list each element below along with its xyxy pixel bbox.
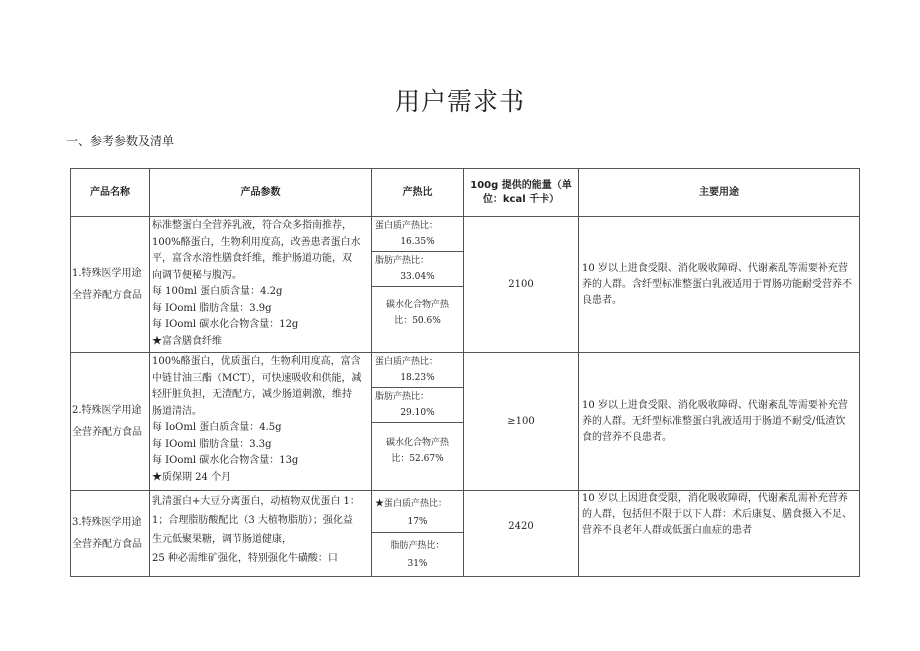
section-heading: 一、参考参数及清单	[66, 134, 175, 148]
product-params-cell	[150, 491, 372, 577]
product-name-line: 全营养配方食品	[72, 426, 142, 438]
product-params-cell	[150, 353, 372, 491]
product-name-line: 3.特殊医学用途	[72, 516, 142, 528]
ratio-carb: 碳水化合物产热 比：50.6%	[385, 300, 449, 326]
header-energy: 100g 提供的能量（单位：kcal 千卡）	[464, 169, 579, 217]
header-usage: 主要用途	[579, 169, 860, 217]
table-header-row	[71, 169, 860, 217]
param-line: 中链甘油三酯（MCT），可快速吸收和供能，减	[152, 372, 362, 384]
product-name-line: 2.特殊医学用途	[72, 404, 142, 416]
param-line: ★富含膳食纤维	[152, 335, 222, 347]
param-line: 肠道清洁。	[152, 405, 202, 417]
param-line: 100%酪蛋白，优质蛋白，生物利用度高，富含	[152, 356, 361, 367]
param-line: 生元低聚果糖，调节肠道健康，	[152, 534, 292, 545]
param-line: 每 IOoml 脂肪含量：3.9g	[152, 302, 272, 314]
table-row	[71, 217, 860, 353]
ratio-protein: ★蛋白质产热比： 17%	[372, 491, 463, 533]
product-name-cell	[71, 491, 150, 577]
param-line: 每 IOoml 碳水化合物含量：13g	[152, 455, 299, 466]
ratio-protein: 蛋白质产热比： 16.35%	[372, 217, 463, 252]
param-line: 标准整蛋白全营养乳液，符合众多指南推荐，	[152, 220, 352, 231]
ratio-fat: 脂肪产热比： 31%	[390, 541, 445, 569]
param-line: 每 IoOml 蛋白质含量：4.5g	[152, 422, 282, 433]
product-table	[70, 168, 860, 577]
product-name-cell	[71, 217, 150, 353]
param-line: 每 IOoml 碳水化合物含量：12g	[152, 319, 299, 330]
param-line: 每 IOoml 脂肪含量：3.3g	[152, 438, 272, 450]
param-line: 乳清蛋白+大豆分离蛋白，动植物双优蛋白 1：	[152, 496, 360, 507]
product-name-line: 1.特殊医学用途	[72, 267, 142, 279]
header-heat-ratio: 产热比	[372, 169, 464, 217]
ratio-carb: 碳水化合物产热 比：52.67%	[385, 438, 449, 464]
param-line: 1；合理脂肪酸配比（3 大植物脂肪）；强化益	[152, 515, 353, 526]
usage-cell: 10 岁以上因进食受限，消化吸收障碍，代谢紊乱需补充营养的人群，包括但不限于以下人群：术后康复、膳食摄入不足、营养不良老年人群或低蛋白血症的患者	[579, 491, 860, 577]
param-line: 25 种必需维矿强化，特别强化牛磺酸：口	[152, 553, 338, 564]
ratio-fat: 脂肪产热比： 33.04%	[372, 252, 463, 287]
heat-ratio-cell	[372, 491, 464, 577]
param-line: 向调节便秘与腹泻。	[152, 269, 242, 281]
document-title: 用户需求书	[394, 87, 525, 116]
ratio-protein: 蛋白质产热比： 18.23%	[372, 353, 463, 388]
heat-ratio-cell	[372, 353, 464, 491]
header-product-params: 产品参数	[150, 169, 372, 217]
param-line: 平，富含水溶性膳食纤维，维护肠道功能，双	[152, 253, 352, 264]
ratio-fat: 脂肪产热比： 29.10%	[372, 388, 463, 423]
energy-cell: ≥100	[464, 353, 579, 491]
product-name-cell	[71, 353, 150, 491]
param-line: 100%酪蛋白，生物利用度高，改善患者蛋白水	[152, 236, 361, 248]
table-row	[71, 491, 860, 577]
heat-ratio-cell	[372, 217, 464, 353]
header-product-name: 产品名称	[71, 169, 150, 217]
param-line: ★质保期 24 个月	[152, 471, 232, 483]
product-name-line: 全营养配方食品	[72, 538, 142, 550]
energy-cell: 2420	[464, 491, 579, 577]
param-line: 轻肝脏负担，无渣配方，减少肠道刺激，维持	[152, 389, 352, 400]
table-row	[71, 353, 860, 491]
usage-cell: 10 岁以上进食受限、消化吸收障碍、代谢紊乱等需要补充营养的人群。含纤型标准整蛋白乳液适用于胃肠功能耐受营养不良患者。	[579, 217, 860, 353]
product-name-line: 全营养配方食品	[72, 289, 142, 301]
product-params-cell	[150, 217, 372, 353]
param-line: 每 100ml 蛋白质含量：4.2g	[152, 286, 283, 297]
usage-cell: 10 岁以上进食受限、消化吸收障碍、代谢紊乱等需要补充营养的人群。无纤型标准整蛋白乳液适用于肠道不耐受/低渣饮食的营养不良患者。	[579, 353, 860, 491]
energy-cell: 2100	[464, 217, 579, 353]
